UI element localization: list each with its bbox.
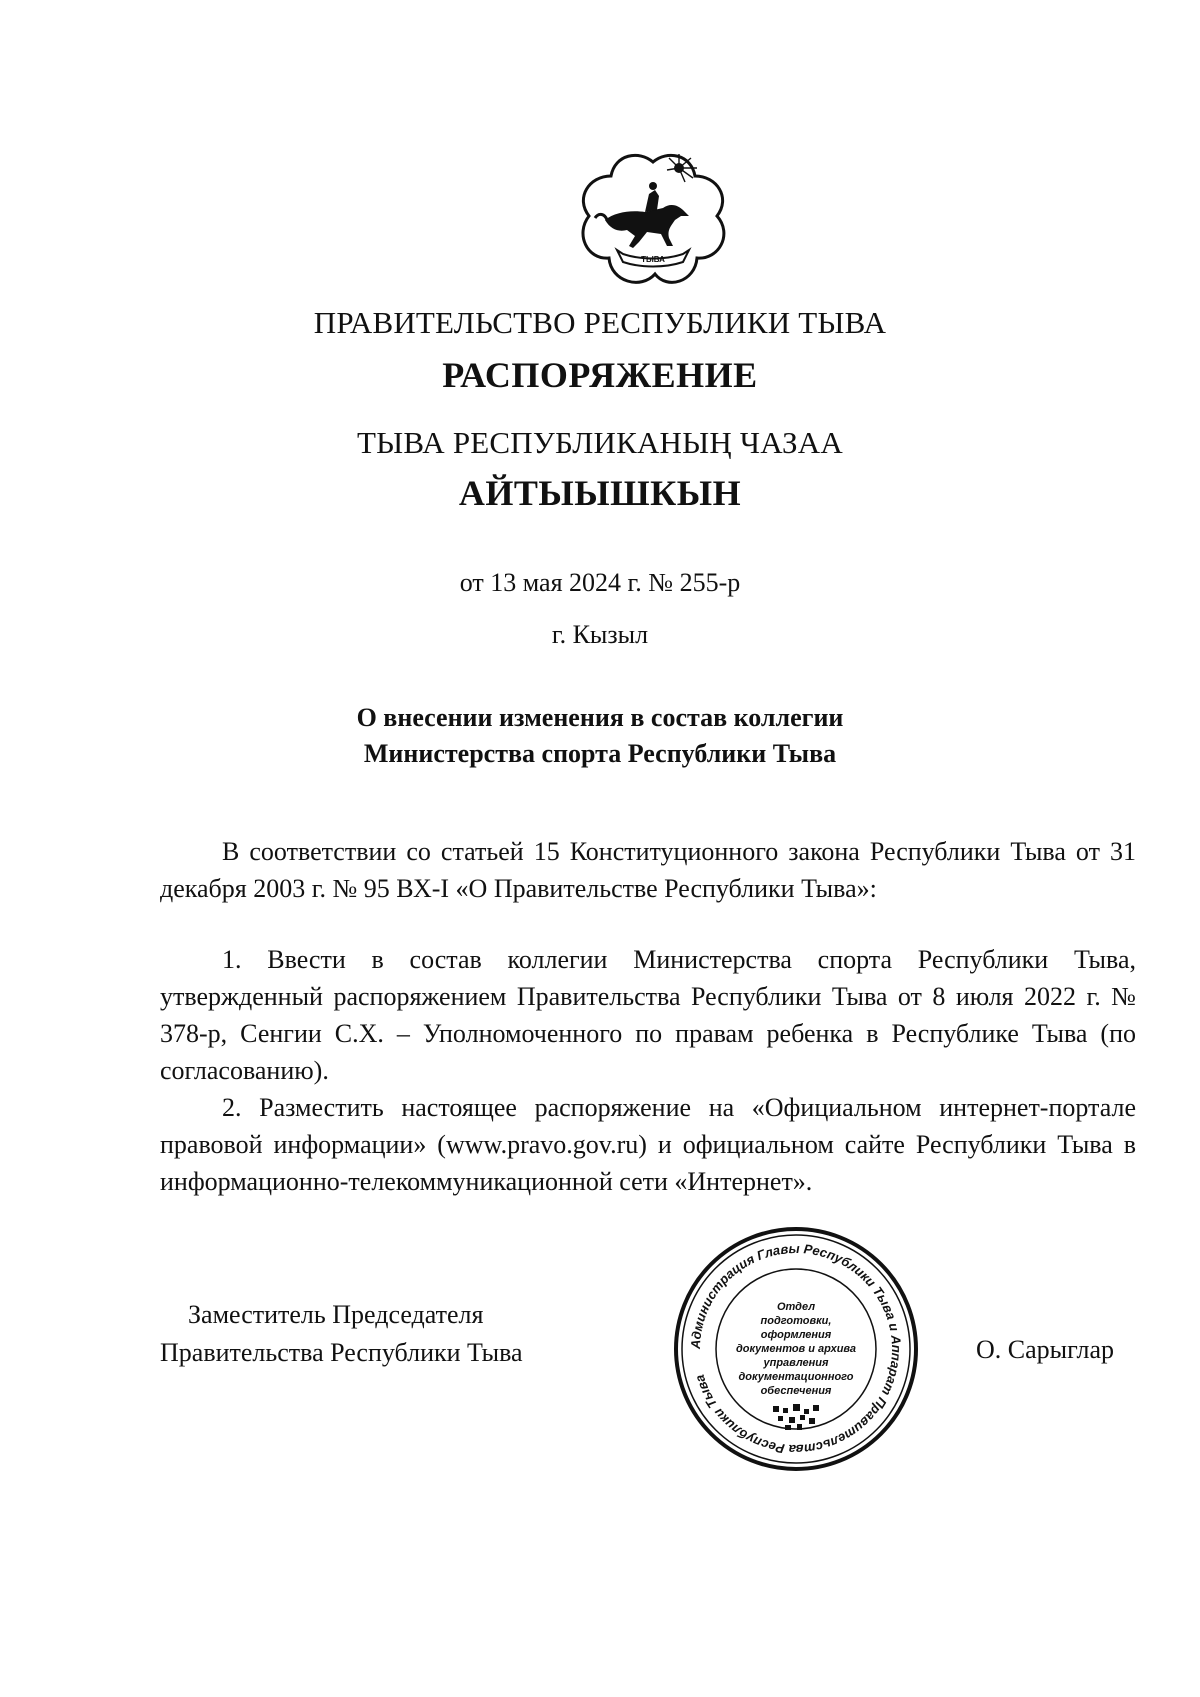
seal-center-line-2: подготовки, (760, 1315, 832, 1327)
tuva-emblem-icon (575, 150, 731, 290)
subject-line-2: Министерства спорта Республики Тыва (363, 739, 837, 768)
document-subject (0, 700, 1200, 772)
signer-position-line-2: Правительства Республики Тыва (160, 1338, 523, 1367)
emblem-banner-text: ТЫВА (641, 255, 665, 264)
document-city: г. Кызыл (551, 620, 649, 649)
item-2-paragraph: 2. Разместить настоящее распоряжение на «Официальном интернет-портале правовой информации» (www.pravo.gov.ru) и официальном сайте Республики Тыва в информационно-телекоммуникационной сети «Интернет». (160, 1093, 1136, 1196)
document-date-number: от 13 мая 2024 г. № 255-р (459, 568, 741, 597)
document-type-tyvan: АЙТЫЫШКЫН (458, 473, 742, 513)
document-preamble (160, 833, 1136, 907)
seal-center-line-4: документов и архива (735, 1343, 857, 1355)
item-1-paragraph: 1. Ввести в состав коллегии Министерства спорта Республики Тыва, утвержденный распоряжением Правительства Республики Тыва от 8 июля 2022 г. № 378-р, Сенгии С.Х. – Уполномоченного по правам ребенка в Республике Тыва (по согласованию). (160, 945, 1136, 1085)
seal-pattern-icon (773, 1404, 819, 1430)
seal-ring-text: Администрация Главы Республики Тыва и Аппарат Правительства Республики Тыва (687, 1240, 905, 1458)
seal-center-line-6: документационного (738, 1371, 854, 1383)
official-seal-stamp (673, 1226, 919, 1472)
seal-center-line-5: управления (763, 1357, 829, 1369)
seal-center-line-3: оформления (760, 1329, 832, 1341)
signer-position-line-1: Заместитель Председателя (188, 1300, 484, 1329)
document-items (160, 941, 1136, 1200)
preamble-paragraph: В соответствии со статьей 15 Конституционного закона Республики Тыва от 31 декабря 2003 г. № 95 ВХ-I «О Правительстве Республики Тыва»: (160, 837, 1136, 903)
seal-center-line-7: обеспечения (760, 1385, 832, 1397)
government-title: ПРАВИТЕЛЬСТВО РЕСПУБЛИКИ ТЫВА (313, 305, 887, 340)
signer-position (160, 1296, 523, 1372)
document-type: РАСПОРЯЖЕНИЕ (442, 355, 758, 395)
government-title-tyvan: ТЫВА РЕСПУБЛИКАНЫҢ ЧАЗАА (357, 425, 843, 460)
subject-line-1: О внесении изменения в состав коллегии (356, 703, 844, 732)
seal-center-line-1: Отдел (776, 1301, 816, 1313)
signer-name: О. Сарыглар (976, 1335, 1114, 1364)
